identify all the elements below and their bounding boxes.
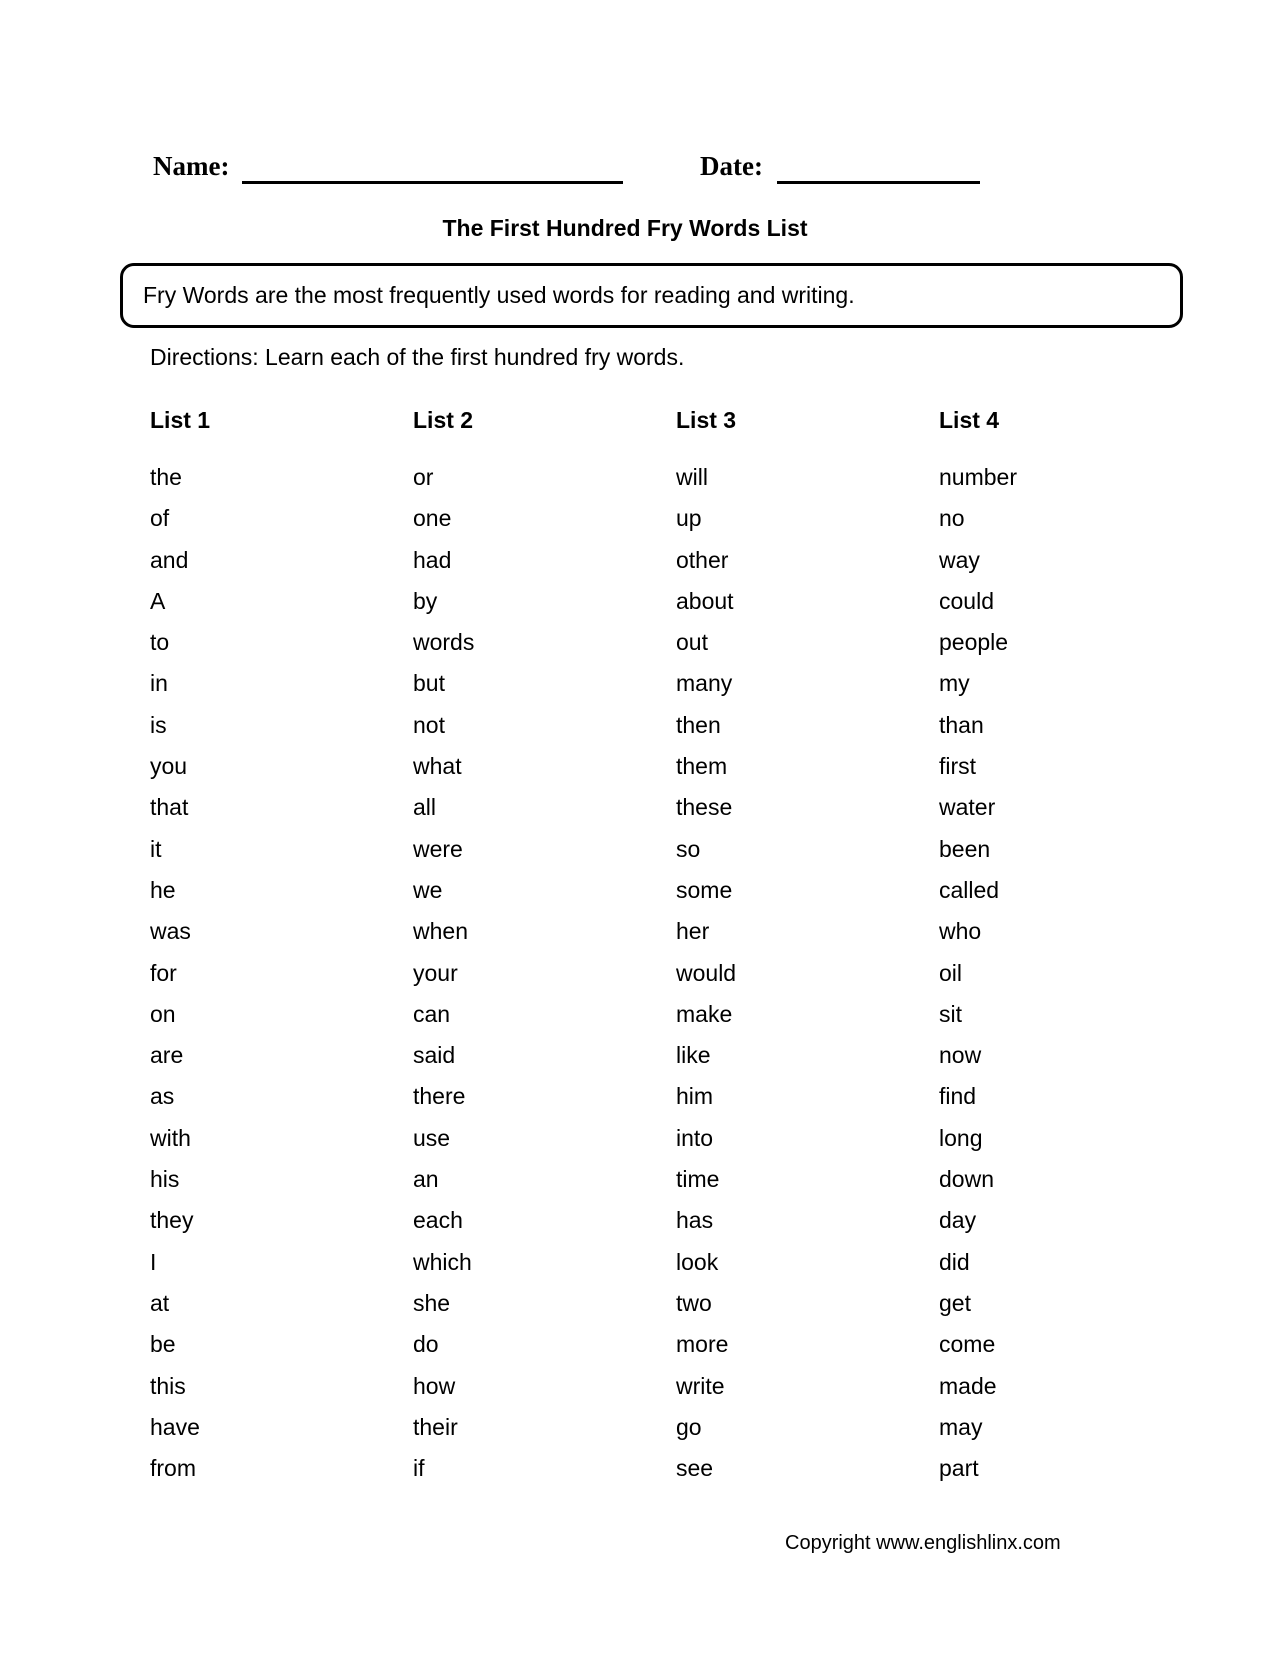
word-item: no	[939, 505, 965, 532]
word-item: at	[150, 1289, 170, 1316]
word-item: which	[413, 1248, 472, 1275]
word-item: what	[413, 753, 462, 780]
word-item: called	[939, 876, 1000, 903]
word-item: may	[939, 1413, 983, 1440]
word-item: this	[150, 1372, 186, 1399]
word-item: more	[676, 1331, 729, 1358]
word-item: first	[939, 753, 977, 780]
word-item: each	[413, 1207, 463, 1234]
word-item: write	[676, 1372, 725, 1399]
copyright-text: Copyright www.englishlinx.com	[785, 1532, 1061, 1554]
word-list	[413, 457, 676, 1489]
word-item: into	[676, 1124, 714, 1151]
word-list	[676, 457, 939, 1489]
word-item: of	[150, 505, 170, 532]
word-item: that	[150, 794, 189, 821]
list-column-4	[939, 407, 1202, 1489]
word-item: sit	[939, 1000, 962, 1027]
word-item: go	[676, 1413, 702, 1440]
word-item: is	[150, 711, 167, 738]
list-header: List 2	[413, 407, 474, 433]
list-header: List 3	[676, 407, 737, 433]
word-item: make	[676, 1000, 733, 1027]
word-item: how	[413, 1372, 456, 1399]
word-item: number	[939, 464, 1017, 490]
word-item: by	[413, 587, 438, 614]
word-item: to	[150, 629, 170, 656]
word-item: A	[150, 587, 166, 614]
name-label: Name:	[153, 151, 230, 181]
word-item: now	[939, 1042, 982, 1069]
word-item: part	[939, 1455, 979, 1482]
word-item: could	[939, 587, 994, 614]
info-box	[120, 263, 1183, 328]
word-item: two	[676, 1289, 712, 1316]
directions-text: Directions: Learn each of the first hundred fry words.	[150, 344, 685, 370]
word-list	[150, 457, 413, 1489]
word-item: been	[939, 835, 991, 862]
word-item: made	[939, 1372, 997, 1399]
word-item: if	[413, 1455, 425, 1482]
word-item: were	[413, 835, 463, 862]
word-item: all	[413, 794, 437, 821]
word-item: and	[150, 546, 189, 573]
word-item: but	[413, 670, 445, 697]
word-item: I	[150, 1248, 157, 1275]
word-item: from	[150, 1455, 196, 1482]
word-item: when	[413, 918, 468, 945]
word-item: she	[413, 1289, 451, 1316]
date-label: Date:	[700, 151, 763, 181]
word-item: are	[150, 1042, 184, 1069]
word-item: would	[676, 959, 737, 986]
word-item: will	[676, 464, 708, 490]
word-item: the	[150, 464, 182, 490]
word-item: him	[676, 1083, 714, 1110]
word-item: has	[676, 1207, 714, 1234]
info-box-text: Fry Words are the most frequently used words for reading and writing.	[143, 282, 855, 308]
word-item: be	[150, 1331, 176, 1358]
word-item: have	[150, 1413, 200, 1440]
word-item: down	[939, 1166, 994, 1193]
word-list	[939, 457, 1202, 1489]
word-item: with	[150, 1124, 191, 1151]
word-item: get	[939, 1289, 971, 1316]
word-item: day	[939, 1207, 977, 1234]
word-item: my	[939, 670, 970, 697]
word-item: on	[150, 1000, 176, 1027]
word-item: said	[413, 1042, 456, 1069]
word-item: not	[413, 711, 445, 738]
word-item: other	[676, 546, 729, 573]
word-item: or	[413, 464, 434, 490]
word-item: way	[939, 546, 980, 573]
word-item: these	[676, 794, 733, 821]
word-item: water	[939, 794, 996, 821]
list-column-3	[676, 407, 939, 1489]
word-item: out	[676, 629, 708, 656]
word-item: then	[676, 711, 721, 738]
word-item: so	[676, 835, 701, 862]
word-item: time	[676, 1166, 720, 1193]
word-item: some	[676, 876, 733, 903]
name-blank-line	[242, 181, 623, 184]
word-item: his	[150, 1166, 180, 1193]
word-item: see	[676, 1455, 714, 1482]
word-item: look	[676, 1248, 719, 1275]
word-item: it	[150, 835, 162, 862]
word-item: can	[413, 1000, 451, 1027]
word-item: up	[676, 505, 702, 532]
word-item: use	[413, 1124, 451, 1151]
word-item: they	[150, 1207, 194, 1234]
word-item: for	[150, 959, 177, 986]
word-item: than	[939, 711, 984, 738]
word-item: who	[939, 918, 982, 945]
word-item: there	[413, 1083, 466, 1110]
word-item: an	[413, 1166, 439, 1193]
word-item: words	[413, 629, 475, 656]
word-item: had	[413, 546, 452, 573]
word-lists	[150, 407, 1202, 1489]
word-item: come	[939, 1331, 996, 1358]
list-column-2	[413, 407, 676, 1489]
word-item: you	[150, 753, 188, 780]
word-item: as	[150, 1083, 175, 1110]
word-item: their	[413, 1413, 458, 1440]
word-item: oil	[939, 959, 963, 986]
page-title: The First Hundred Fry Words List	[442, 215, 808, 241]
list-column-1	[150, 407, 413, 1489]
word-item: did	[939, 1248, 970, 1275]
word-item: long	[939, 1124, 983, 1151]
word-item: many	[676, 670, 733, 697]
word-item: was	[150, 918, 191, 945]
word-item: her	[676, 918, 710, 945]
word-item: we	[413, 876, 443, 903]
list-header: List 1	[150, 407, 211, 433]
word-item: find	[939, 1083, 977, 1110]
word-item: in	[150, 670, 168, 697]
word-item: your	[413, 959, 458, 986]
word-item: like	[676, 1042, 711, 1069]
word-item: about	[676, 587, 734, 614]
word-item: people	[939, 629, 1009, 656]
word-item: he	[150, 876, 176, 903]
list-header: List 4	[939, 407, 1000, 433]
word-item: one	[413, 505, 452, 532]
word-item: do	[413, 1331, 439, 1358]
word-item: them	[676, 753, 728, 780]
date-blank-line	[777, 181, 980, 184]
